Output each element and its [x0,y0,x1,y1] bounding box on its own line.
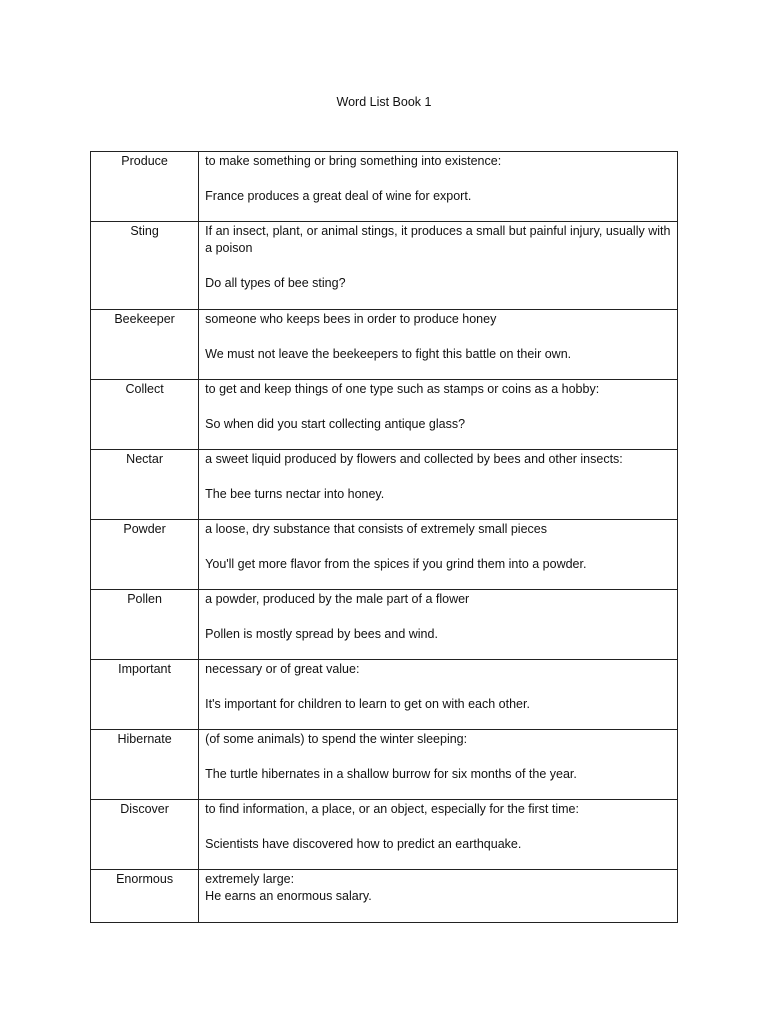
word-list-table [90,151,678,923]
term-cell: Pollen [91,590,199,660]
definition-text: to find information, a place, or an object, especially for the first time: [205,802,579,816]
example-sentence: He earns an enormous salary. [205,889,372,903]
definition-text: a loose, dry substance that consists of extremely small pieces [205,522,547,536]
example-sentence: Do all types of bee sting? [205,276,346,290]
term-cell: Nectar [91,450,199,520]
table-row [91,380,678,450]
definition-text: to get and keep things of one type such as stamps or coins as a hobby: [205,382,600,396]
table-row [91,450,678,520]
example-sentence: You'll get more flavor from the spices if you grind them into a powder. [205,557,587,571]
example-sentence: Pollen is mostly spread by bees and wind. [205,627,438,641]
definition-cell [199,310,678,380]
definition-text: someone who keeps bees in order to produce honey [205,312,497,326]
definition-text: If an insect, plant, or animal stings, it produces a small but painful injury, usually with a poison [205,224,671,255]
table-row [91,590,678,660]
term-cell: Sting [91,222,199,310]
definition-cell [199,870,678,923]
definition-cell [199,520,678,590]
term-cell: Enormous [91,870,199,923]
definition-text: to make something or bring something into existence: [205,154,502,168]
table-row [91,310,678,380]
table-row [91,660,678,730]
definition-cell [199,450,678,520]
example-sentence: Scientists have discovered how to predict an earthquake. [205,837,522,851]
example-sentence: We must not leave the beekeepers to fight this battle on their own. [205,347,572,361]
table-row [91,800,678,870]
definition-cell [199,800,678,870]
definition-text: necessary or of great value: [205,662,360,676]
term-cell: Discover [91,800,199,870]
term-cell: Beekeeper [91,310,199,380]
definition-cell [199,152,678,222]
example-sentence: The bee turns nectar into honey. [205,487,385,501]
table-row [91,520,678,590]
page-title: Word List Book 1 [336,95,432,109]
term-cell: Hibernate [91,730,199,800]
definition-cell [199,590,678,660]
term-cell: Collect [91,380,199,450]
term-cell: Important [91,660,199,730]
table-row [91,152,678,222]
example-sentence: It's important for children to learn to get on with each other. [205,697,530,711]
definition-text: (of some animals) to spend the winter sleeping: [205,732,468,746]
example-sentence: The turtle hibernates in a shallow burrow for six months of the year. [205,767,577,781]
definition-text: extremely large: [205,872,295,886]
definition-text: a powder, produced by the male part of a flower [205,592,470,606]
definition-text: a sweet liquid produced by flowers and collected by bees and other insects: [205,452,623,466]
definition-cell [199,380,678,450]
definition-cell [199,730,678,800]
table-row [91,222,678,310]
term-cell: Produce [91,152,199,222]
table-row [91,870,678,923]
example-sentence: France produces a great deal of wine for export. [205,189,472,203]
example-sentence: So when did you start collecting antique glass? [205,417,466,431]
term-cell: Powder [91,520,199,590]
definition-cell [199,660,678,730]
definition-cell [199,222,678,310]
table-row [91,730,678,800]
